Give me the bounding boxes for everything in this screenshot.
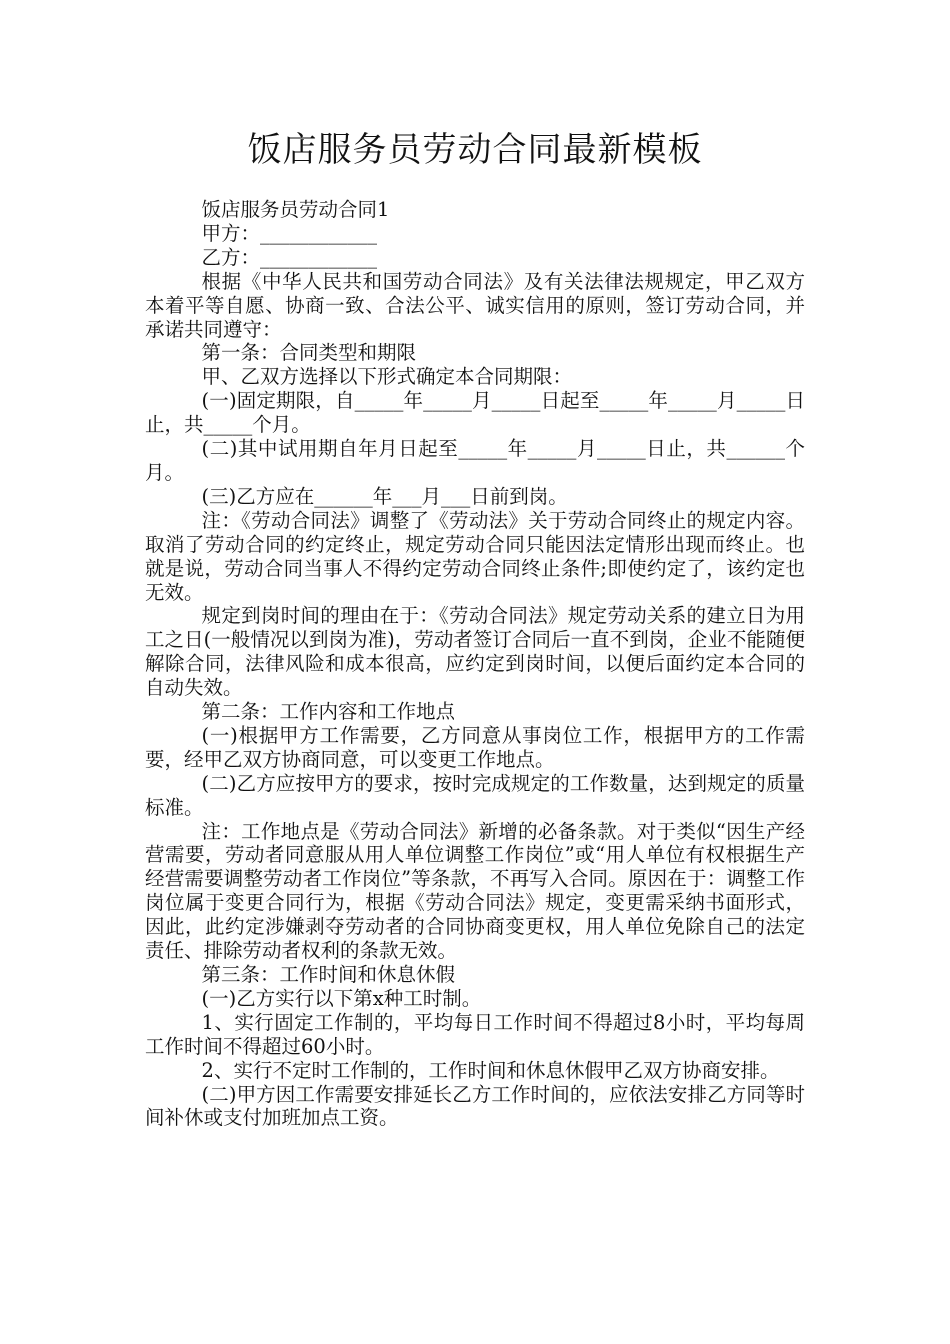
- article-1-intro: 甲、乙双方选择以下形式确定本合同期限：: [201, 365, 573, 389]
- contract-number-line: 饭店服务员劳动合同1: [201, 198, 390, 221]
- article-1-heading: 第一条：合同类型和期限: [201, 341, 417, 365]
- party-a-line: 甲方：____________: [201, 221, 378, 245]
- article-2-heading: 第二条：工作内容和工作地点: [201, 700, 456, 724]
- article-3-item-1: 1、实行固定工作制的，平均每日工作时间不得超过8小时，平均每周工作时间不得超过60小时。: [145, 1010, 805, 1058]
- article-1-reason: 规定到岗时间的理由在于：《劳动合同法》规定劳动关系的建立日为用工之日(一般情况以到岗为准)，劳动者签订合同后一直不到岗，企业不能随便解除合同，法律风险和成本很高，应约定到岗时间，以便后面约定本合同的自动失效。: [145, 604, 805, 700]
- article-3-clause-1: (一)乙方实行以下第x种工时制。: [201, 986, 482, 1010]
- article-2-clause-1: (一)根据甲方工作需要，乙方同意从事岗位工作，根据甲方的工作需要，经甲乙双方协商同意，可以变更工作地点。: [145, 723, 805, 771]
- document-body: [145, 198, 805, 1130]
- article-1-clause-2: (二)其中试用期自年月日起至_____年_____月_____日止，共______个月。: [145, 437, 805, 484]
- article-3-clause-2: (二)甲方因工作需要安排延长乙方工作时间的，应依法安排乙方同等时间补休或支付加班加点工资。: [145, 1082, 805, 1130]
- article-1-clause-3: (三)乙方应在______年___月___日前到岗。: [201, 484, 568, 508]
- article-1-clause-1: (一)固定期限，自_____年_____月_____日起至_____年_____月_____日止，共_____个月。: [145, 389, 805, 437]
- article-1-note: 注：《劳动合同法》调整了《劳动法》关于劳动合同终止的规定内容。取消了劳动合同的约定终止，规定劳动合同只能因法定情形出现而终止。也就是说，劳动合同当事人不得约定劳动合同终止条件;即使约定了，该约定也无效。: [145, 508, 805, 604]
- party-b-line: 乙方：____________: [201, 245, 378, 269]
- document-title: 饭店服务员劳动合同最新模板: [247, 130, 703, 170]
- preamble-paragraph: 根据《中华人民共和国劳动合同法》及有关法律法规规定，甲乙双方本着平等自愿、协商一致、合法公平、诚实信用的原则，签订劳动合同，并承诺共同遵守：: [145, 269, 805, 341]
- article-2-clause-2: (二)乙方应按甲方的要求，按时完成规定的工作数量，达到规定的质量标准。: [145, 771, 805, 819]
- article-3-item-2: 2、实行不定时工作制的，工作时间和休息休假甲乙双方协商安排。: [201, 1058, 780, 1082]
- article-3-heading: 第三条：工作时间和休息休假: [201, 963, 456, 986]
- article-2-note: 注：工作地点是《劳动合同法》新增的必备条款。对于类似“因生产经营需要，劳动者同意服从用人单位调整工作岗位”或“用人单位有权根据生产经营需要调整劳动者工作岗位”等条款，不再写入合同。原因在于：调整工作岗位属于变更合同行为，根据《劳动合同法》规定，变更需采纳书面形式，因此，此约定涉嫌剥夺劳动者的合同协商变更权，用人单位免除自己的法定责任、排除劳动者权利的条款无效。: [145, 819, 805, 963]
